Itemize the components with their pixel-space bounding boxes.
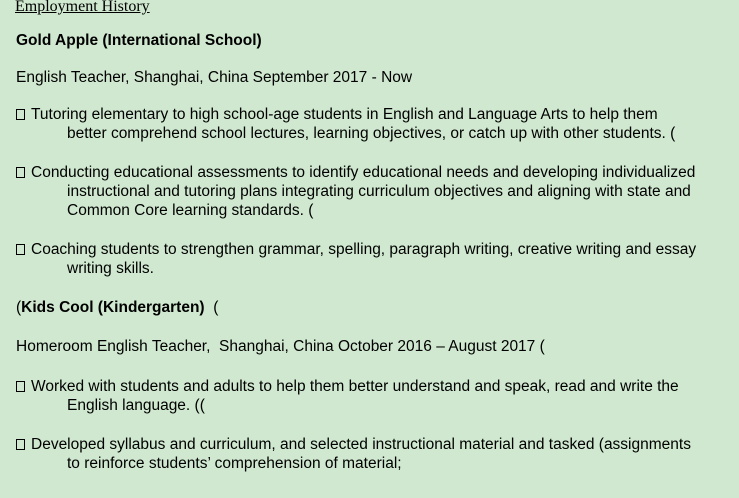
employer-name (16, 299, 218, 317)
bullet-line: instructional and tutoring plans integrating curriculum objectives and aligning with state and (67, 183, 691, 200)
bullet-line (16, 105, 731, 124)
bullet-box-icon (16, 167, 25, 178)
bullet-item (16, 435, 731, 473)
bullet-item (16, 377, 731, 415)
employer-name (16, 32, 262, 50)
bullet-item (16, 105, 731, 143)
bullet-text: Worked with students and adults to help them better understand and speak, read and write the (31, 378, 679, 395)
bullet-box-icon (16, 109, 25, 120)
job-role-line: English Teacher, Shanghai, China September 2017 - Now (16, 69, 413, 86)
bullet-box-icon (16, 244, 25, 255)
bullet-line (16, 240, 731, 259)
employer-label: Kids Cool (Kindergarten) (21, 299, 205, 316)
bullet-text: Coaching students to strengthen grammar, spelling, paragraph writing, creative writing and essay (31, 241, 697, 258)
section-heading: Employment History (15, 0, 150, 15)
bullet-line: better comprehend school lectures, learning objectives, or catch up with other students. ( (67, 125, 676, 142)
employer-suffix: ( (204, 299, 219, 316)
bullet-box-icon (16, 381, 25, 392)
bullet-text: Conducting educational assessments to identify educational needs and developing individualized (31, 164, 696, 181)
bullet-text: Tutoring elementary to high school-age students in English and Language Arts to help them (31, 106, 658, 123)
bullet-line (16, 377, 731, 396)
bullet-line (16, 435, 731, 454)
bullet-line: writing skills. (67, 260, 154, 277)
bullet-item (16, 163, 731, 220)
employer-label: Gold Apple (International School) (16, 32, 262, 49)
bullet-line: English language. (( (67, 397, 205, 414)
bullet-line: to reinforce students’ comprehension of material; (67, 455, 402, 472)
bullet-line: Common Core learning standards. ( (67, 202, 314, 219)
bullet-item (16, 240, 731, 278)
employer-prefix: ( (16, 299, 22, 316)
bullet-box-icon (16, 439, 25, 450)
bullet-text: Developed syllabus and curriculum, and selected instructional material and tasked (assignments (31, 436, 691, 453)
job-role-line: Homeroom English Teacher, Shanghai, China October 2016 – August 2017 ( (16, 338, 545, 355)
bullet-line (16, 163, 731, 182)
